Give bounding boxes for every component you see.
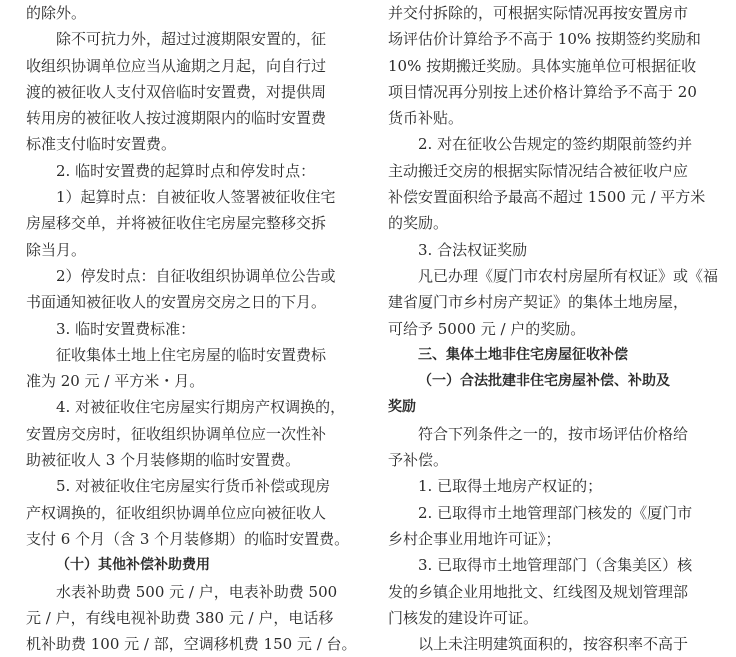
text-line: 准为 20 元 / 平方米・月。 <box>26 372 205 391</box>
text-line: 并交付拆除的，可根据实际情况再按安置房市 <box>388 4 689 22</box>
text-line: 1）起算时点：自被征收人签署被征收住宅 <box>56 188 336 207</box>
section-heading-line: 三、集体土地非住宅房屋征收补偿 <box>418 346 628 363</box>
text-line: 凡已办理《厦门市农村房屋所有权证》或《福 <box>418 266 719 285</box>
text-line: 书面通知被征收人的安置房交房之日的下月。 <box>26 293 327 312</box>
text-line: 可给予 5000 元 / 户的奖励。 <box>388 319 586 338</box>
text-line: 3. 临时安置费标准： <box>56 319 196 338</box>
text-line: 2. 临时安置费的起算时点和停发时点： <box>56 161 316 180</box>
text-line: 除不可抗力外，超过过渡期限安置的，征 <box>56 30 327 49</box>
section-heading-line: （一）合法批建非住宅房屋补偿、补助及 <box>418 373 670 390</box>
text-line: 2. 对在征收公告规定的签约期限前签约并 <box>418 135 693 154</box>
text-line: 4. 对被征收住宅房屋实行期房产权调换的， <box>56 398 346 417</box>
text-line: 1. 已取得土地房产权证的； <box>418 477 603 496</box>
text-line: 除当月。 <box>26 240 87 259</box>
text-line: 5. 对被征收住宅房屋实行货币补偿或现房 <box>56 477 331 496</box>
text-line: 3. 已取得市土地管理部门（含集美区）核 <box>418 556 693 575</box>
text-line: 货币补贴。 <box>388 109 464 128</box>
text-line: 转用房的被征收人按过渡期限内的临时安置费 <box>26 109 327 128</box>
text-line: 水表补助费 500 元 / 户，电表补助费 500 <box>56 582 338 601</box>
text-line: 符合下列条件之一的，按市场评估价格给 <box>418 424 689 443</box>
text-line: 渡的被征收人支付双倍临时安置费，对提供周 <box>26 82 327 101</box>
text-line: 门核发的建设许可证。 <box>388 608 539 627</box>
text-line: 安置房交房时，征收组织协调单位应一次性补 <box>26 424 327 443</box>
right-text-column <box>388 0 719 657</box>
text-line: 予补偿。 <box>388 451 449 470</box>
text-line: 建省厦门市乡村房产契证》的集体土地房屋， <box>388 293 689 312</box>
section-heading-line: 奖励 <box>388 399 416 416</box>
text-line: 补偿安置面积给予最高不超过 1500 元 / 平方米 <box>388 188 706 207</box>
text-line: 的奖励。 <box>388 214 449 233</box>
text-line: 收组织协调单位应当从逾期之月起，向自行过 <box>26 56 327 75</box>
text-line: 标准支付临时安置费。 <box>26 135 177 154</box>
text-line: 3. 合法权证奖励 <box>418 240 528 259</box>
text-line: 乡村企事业用地许可证》； <box>388 529 561 548</box>
section-heading-line: （十）其他补偿补助费用 <box>56 557 210 574</box>
text-line: 元 / 户，有线电视补助费 380 元 / 户，电话移 <box>26 608 334 627</box>
text-line: 房屋移交单，并将被征收住宅房屋完整移交拆 <box>26 214 327 233</box>
text-line: 以上未注明建筑面积的，按容积率不高于 <box>418 635 689 654</box>
left-text-column <box>26 0 357 657</box>
text-line: 2. 已取得市土地管理部门核发的《厦门市 <box>418 503 693 522</box>
text-line: 项目情况再分别按上述价格计算给予不高于 20 <box>388 82 697 101</box>
text-line: 场评估价计算给予不高于 10% 按期签约奖励和 <box>388 30 701 49</box>
text-line: 2）停发时点：自征收组织协调单位公告或 <box>56 266 336 285</box>
text-line: 产权调换的，征收组织协调单位应向被征收人 <box>26 503 327 522</box>
text-line: 主动搬迁交房的根据实际情况结合被征收户应 <box>388 161 689 180</box>
text-line: 10% 按期搬迁奖励。具体实施单位可根据征收 <box>388 56 697 75</box>
text-line: 发的乡镇企业用地批文、红线图及规划管理部 <box>388 582 689 601</box>
text-line: 机补助费 100 元 / 部，空调移机费 150 元 / 台。 <box>26 635 357 654</box>
text-line: 征收集体土地上住宅房屋的临时安置费标 <box>56 345 327 364</box>
text-line: 的除外。 <box>26 4 87 22</box>
text-line: 支付 6 个月（含 3 个月装修期）的临时安置费。 <box>26 529 350 548</box>
text-line: 助被征收人 3 个月装修期的临时安置费。 <box>26 451 301 470</box>
